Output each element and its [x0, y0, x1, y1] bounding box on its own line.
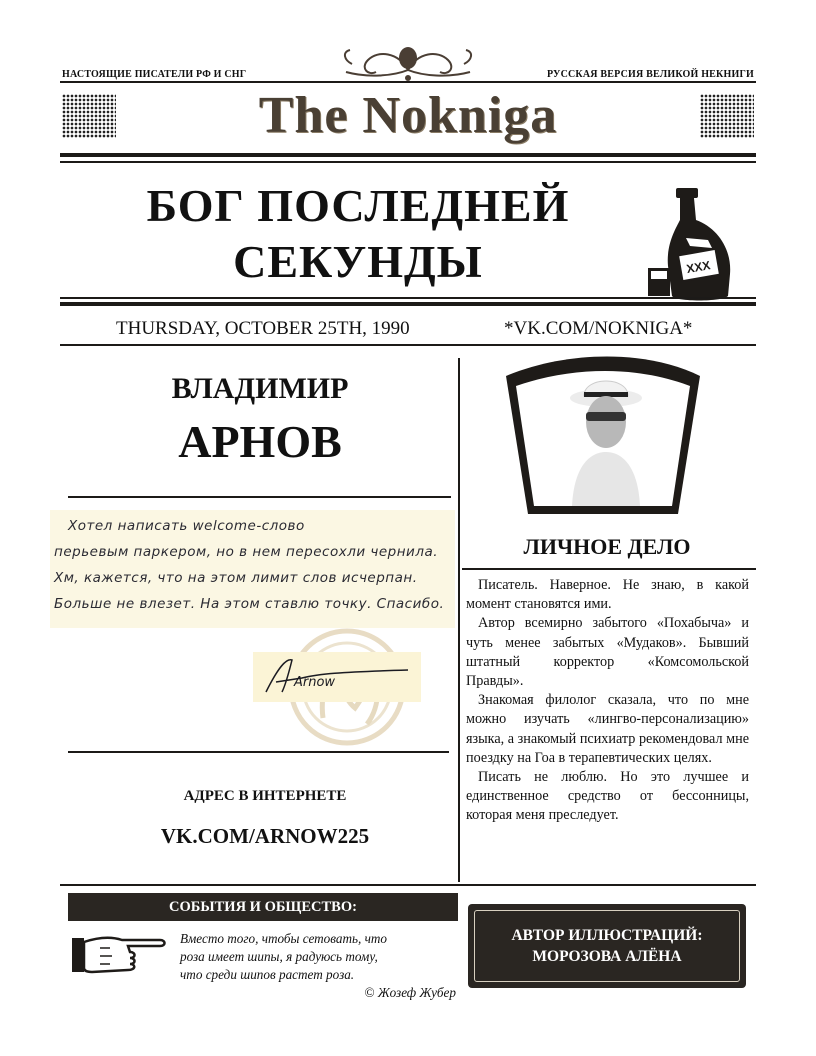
portrait-frame	[498, 356, 708, 522]
headline-line1: БОГ ПОСЛЕДНЕЙ	[146, 180, 570, 231]
illustrator-name: МОРОЗОВА АЛЁНА	[532, 948, 682, 965]
contact-url[interactable]: VK.COM/ARNOW225	[160, 824, 370, 848]
headline-line2: СЕКУНДЫ	[233, 236, 483, 287]
bio-paragraph: Знакомая филолог сказала, что по мне можно изучать «лингво-персонализацию» языка, а знакомый психиатр рекомендовал мне поездку на Гоа в терапевтических целях.	[466, 692, 749, 766]
note-line: перьевым паркером, но в нем пересохли чернила.	[54, 544, 439, 560]
glass-icon	[646, 266, 672, 298]
rule	[462, 568, 756, 570]
handwritten-note	[50, 510, 455, 628]
events-title: СОБЫТИЯ И ОБЩЕСТВО:	[68, 893, 458, 921]
headline	[60, 178, 656, 290]
author-last-name: АРНОВ	[178, 416, 342, 467]
quote-line: что среди шипов растет роза.	[180, 967, 355, 982]
note-line: Хотел написать welcome-слово	[68, 518, 305, 534]
bio-paragraph: Писать не люблю. Но это лучшее и единственное средство от бессонницы, которая меня преследует.	[466, 769, 749, 824]
personal-file-title: ЛИЧНОЕ ДЕЛО	[523, 534, 691, 559]
quote-author: © Жозеф Жубер	[364, 985, 456, 1000]
personal-file-bio	[466, 576, 749, 826]
illustrator-box	[468, 904, 746, 988]
rule	[60, 344, 756, 346]
bio-paragraph: Автор всемирно забытого «Похабыча» и чуть менее забытых «Мудаков». Бывший штатный корректор «Комсомольской Правды».	[466, 615, 749, 690]
rule	[60, 302, 756, 306]
rule	[68, 496, 451, 498]
quote-line: Вместо того, чтобы сетовать, что	[180, 931, 388, 946]
rule	[60, 297, 756, 299]
rule	[60, 161, 756, 163]
rule	[60, 153, 756, 157]
masthead-title: The Nokniga	[258, 87, 558, 144]
illustrator-label: АВТОР ИЛЛЮСТРАЦИЙ:	[511, 927, 703, 944]
events-quote	[180, 930, 460, 984]
quote-line: роза имеет шипы, я радуюсь тому,	[180, 949, 378, 964]
header-left-tag: НАСТОЯЩИЕ ПИСАТЕЛИ РФ И СНГ	[62, 69, 247, 80]
note-line: Хм, кажется, что на этом лимит слов исчерпан.	[54, 570, 418, 586]
dateline-date: THURSDAY, OCTOBER 25TH, 1990	[116, 318, 410, 339]
ornament-icon	[338, 42, 478, 82]
header-right-tag: РУССКАЯ ВЕРСИЯ ВЕЛИКОЙ НЕКНИГИ	[546, 69, 754, 80]
dateline-site[interactable]: *VK.COM/NOKNIGA*	[504, 318, 693, 339]
note-line: Больше не влезет. На этом ставлю точку. Спасибо.	[54, 596, 445, 612]
signature	[258, 648, 418, 704]
rule	[68, 751, 449, 753]
rule	[60, 81, 756, 83]
contact-label: АДРЕС В ИНТЕРНЕТЕ	[183, 788, 347, 804]
bio-paragraph: Писатель. Наверное. Не знаю, в какой момент становятся ими.	[466, 577, 749, 613]
rule	[60, 884, 756, 886]
bottle-label: XXX	[685, 258, 712, 277]
signature-text: Arnow	[294, 675, 336, 690]
author-first-name: ВЛАДИМИР	[171, 372, 349, 405]
pointing-hand-icon	[70, 932, 166, 978]
